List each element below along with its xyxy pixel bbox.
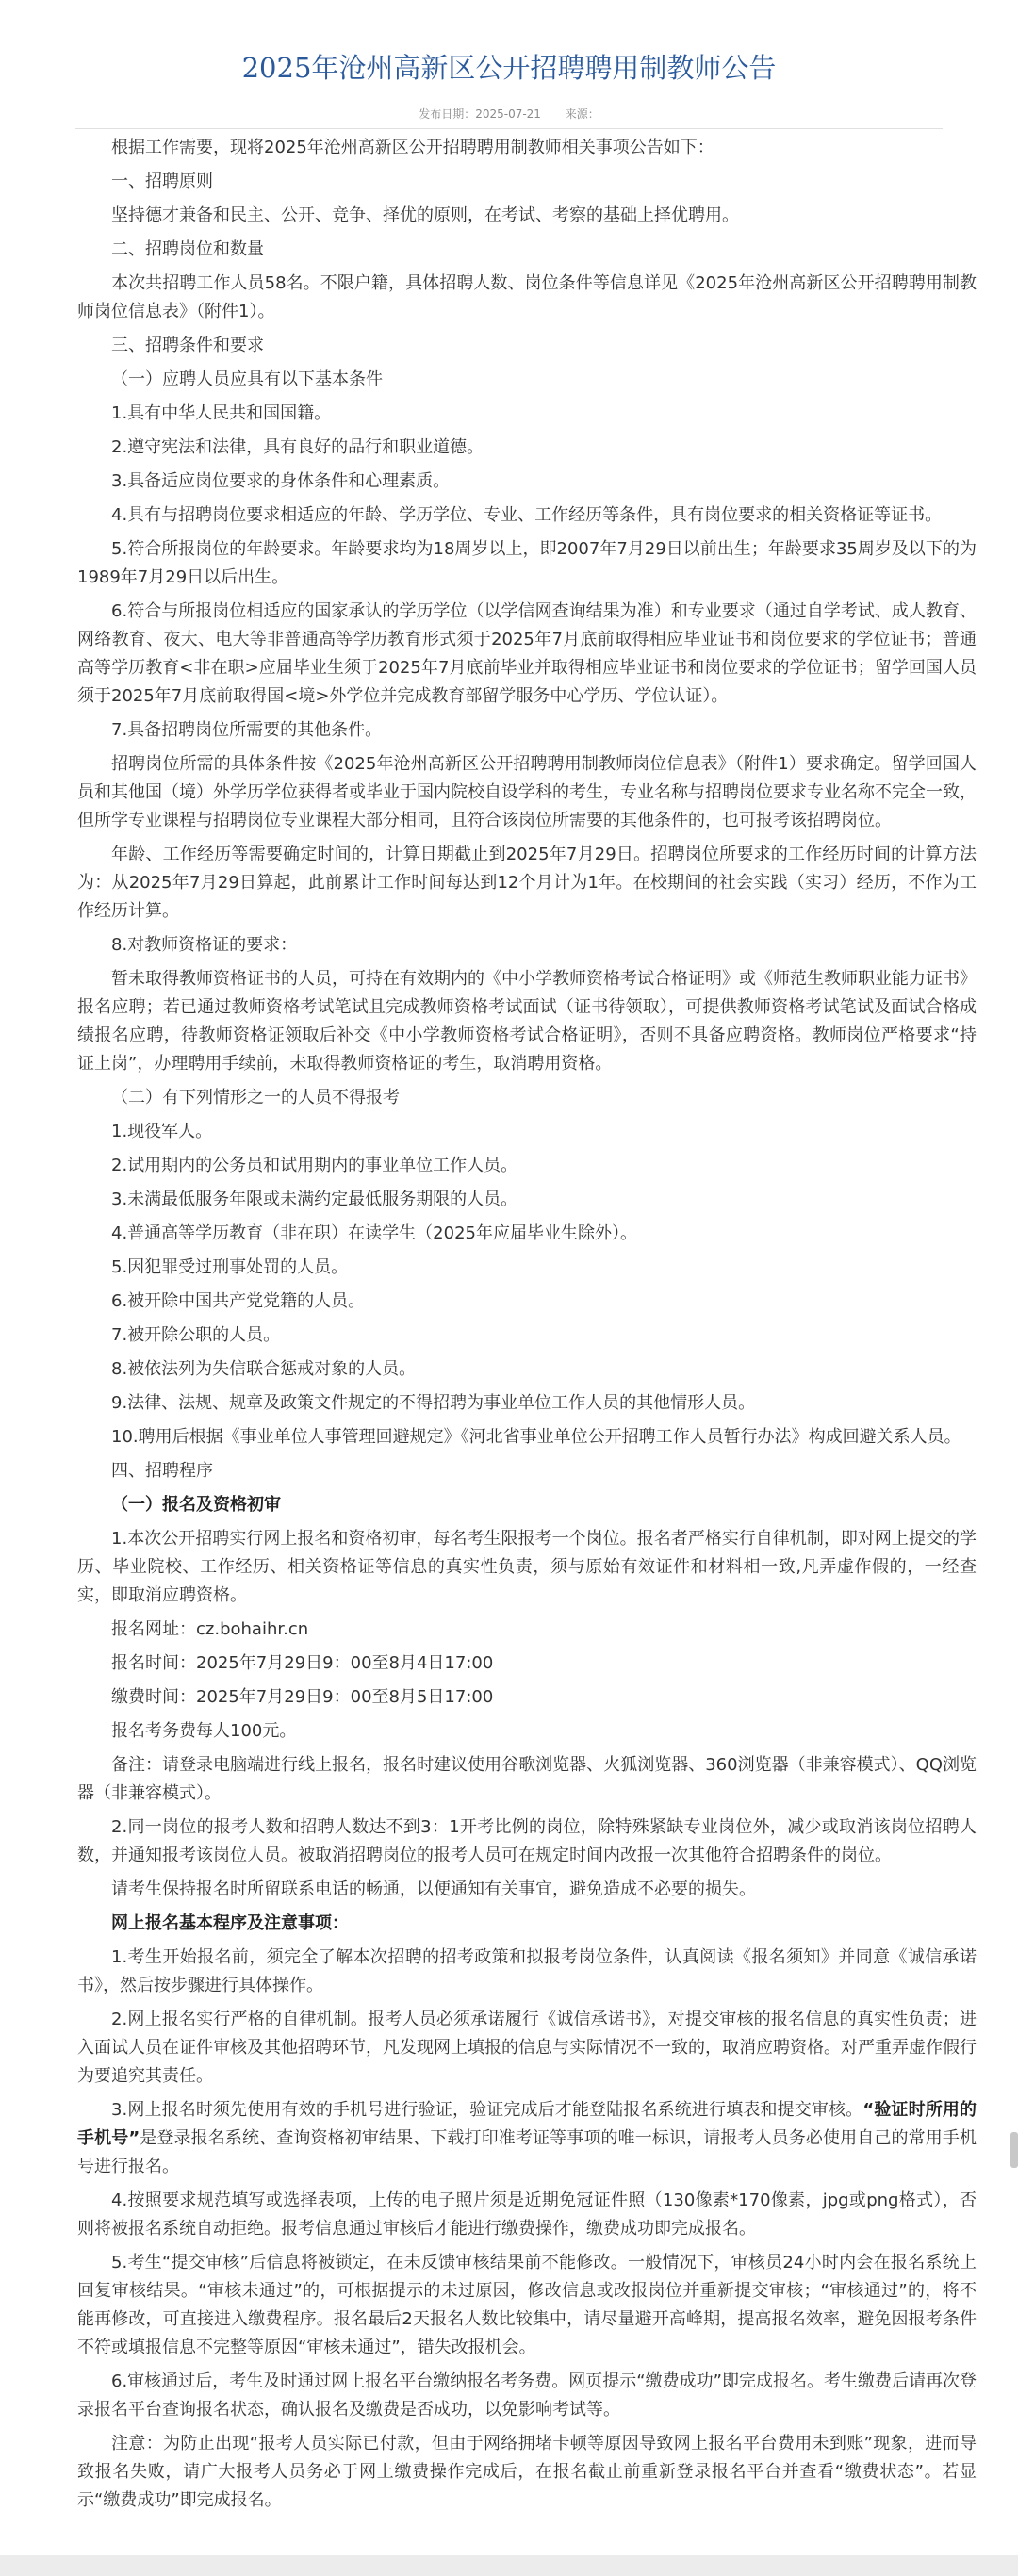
paragraph-text: 5.符合所报岗位的年龄要求。年龄要求均为18周岁以上，即2007年7月29日以前出生；年龄要求35周岁及以下的为1989年7月29日以后出生。 bbox=[77, 539, 977, 587]
paragraph-text: 4.普通高等学历教育（非在职）在读学生（2025年应届毕业生除外）。 bbox=[111, 1223, 637, 1243]
section-heading bbox=[77, 1910, 977, 1938]
scroll-indicator[interactable] bbox=[1010, 2132, 1018, 2168]
paragraph-text: 3.网上报名时须先使用有效的手机号进行验证，验证完成后才能登陆报名系统进行填表和提交审核。 bbox=[111, 2100, 863, 2120]
body-paragraph bbox=[77, 134, 977, 162]
body-paragraph bbox=[77, 1944, 977, 2000]
body-paragraph bbox=[77, 1321, 977, 1350]
paragraph-text: （一）报名及资格初审 bbox=[111, 1495, 281, 1515]
body-paragraph bbox=[77, 1288, 977, 1316]
body-paragraph bbox=[77, 332, 977, 360]
body-paragraph bbox=[77, 2430, 977, 2515]
body-paragraph bbox=[77, 535, 977, 592]
body-paragraph bbox=[77, 2187, 977, 2243]
paragraph-text: 5.考生“提交审核”后信息将被锁定，在未反馈审核结果前不能修改。一般情况下，审核员24小时内会在报名系统上回复审核结果。“审核未通过”的，可根据提示的未过原因，修改信息或改报岗位并重新提交审核；“审核通过”的，将不能再修改，可直接进入缴费程序。报名最后2天报名人数比较集中，请尽量避开高峰期，提高报名效率，避免因报考条件不符或填报信息不完整等原因“审核未通过”，错失改报机会。 bbox=[77, 2253, 977, 2357]
body-paragraph bbox=[77, 236, 977, 264]
body-paragraph bbox=[77, 598, 977, 711]
paragraph-text: 报名网址：cz.bohaihr.cn bbox=[111, 1619, 309, 1639]
body-paragraph bbox=[77, 1423, 977, 1452]
body-paragraph bbox=[77, 1152, 977, 1180]
paragraph-text: 4.按照要求规范填写或选择表项，上传的电子照片须是近期免冠证件照（130像素*170像素，jpg或png格式），否则将被报名系统自动拒绝。报考信息通过审核后才能进行缴费操作，缴费成功即完成报名。 bbox=[77, 2190, 977, 2239]
article-source: 来源： bbox=[565, 107, 599, 121]
body-paragraph bbox=[77, 750, 977, 835]
body-paragraph bbox=[77, 1389, 977, 1418]
body-paragraph bbox=[77, 400, 977, 428]
paragraph-text: 报名时间：2025年7月29日9：00至8月4日17:00 bbox=[111, 1653, 494, 1673]
body-paragraph bbox=[77, 1254, 977, 1282]
paragraph-text: 7.被开除公职的人员。 bbox=[111, 1325, 281, 1345]
body-paragraph bbox=[77, 716, 977, 745]
paragraph-text: 一、招聘原则 bbox=[111, 172, 213, 191]
paragraph-text: 年龄、工作经历等需要确定时间的，计算日期截止到2025年7月29日。招聘岗位所要求的工作经历时间的计算方法为：从2025年7月29日算起，此前累计工作时间每达到12个月计为1年。在校期间的社会实践（实习）经历，不作为工作经历计算。 bbox=[77, 845, 977, 921]
paragraph-text: 报名考务费每人100元。 bbox=[111, 1721, 297, 1741]
paragraph-text: 根据工作需要，现将2025年沧州高新区公开招聘聘用制教师相关事项公告如下： bbox=[111, 138, 714, 157]
paragraph-text: 四、招聘程序 bbox=[111, 1461, 213, 1481]
body-paragraph bbox=[77, 1525, 977, 1610]
article-body bbox=[77, 134, 977, 2520]
body-paragraph bbox=[77, 841, 977, 926]
paragraph-text: 7.具备招聘岗位所需要的其他条件。 bbox=[111, 720, 383, 740]
paragraph-text: 9.法律、法规、规章及政策文件规定的不得招聘为事业单位工作人员的其他情形人员。 bbox=[111, 1393, 756, 1413]
paragraph-text: 坚持德才兼备和民主、公开、竞争、择优的原则，在考试、考察的基础上择优聘用。 bbox=[111, 205, 739, 225]
paragraph-text: 二、招聘岗位和数量 bbox=[111, 239, 264, 259]
footer-band bbox=[0, 2555, 1018, 2576]
paragraph-text: 网上报名基本程序及注意事项： bbox=[111, 1913, 349, 1933]
paragraph-text: 1.现役军人。 bbox=[111, 1122, 213, 1141]
paragraph-text: 4.具有与招聘岗位要求相适应的年龄、学历学位、专业、工作经历等条件，具有岗位要求的相关资格证等证书。 bbox=[111, 505, 943, 525]
paragraph-text: 5.因犯罪受过刑事处罚的人员。 bbox=[111, 1257, 349, 1277]
body-paragraph bbox=[77, 270, 977, 326]
paragraph-text: 2.网上报名实行严格的自律机制。报考人员必须承诺履行《诚信承诺书》，对提交审核的报名信息的真实性负责；进入面试人员在证件审核及其他招聘环节，凡发现网上填报的信息与实际情况不一致的，取消应聘资格。对严重弄虚作假行为要追究其责任。 bbox=[77, 2010, 977, 2086]
paragraph-text: 10.聘用后根据《事业单位人事管理回避规定》《河北省事业单位公开招聘工作人员暂行办法》构成回避关系人员。 bbox=[111, 1427, 961, 1447]
paragraph-text: （二）有下列情形之一的人员不得报考 bbox=[111, 1088, 400, 1108]
paragraph-text: 8.对教师资格证的要求： bbox=[111, 935, 298, 955]
body-paragraph bbox=[77, 965, 977, 1078]
paragraph-text: 2.同一岗位的报考人数和招聘人数达不到3：1开考比例的岗位，除特殊紧缺专业岗位外，减少或取消该岗位招聘人数，并通知报考该岗位人员。被取消招聘岗位的报考人员可在规定时间内改报一次其他符合招聘条件的岗位。 bbox=[77, 1817, 977, 1865]
paragraph-text: 2.遵守宪法和法律，具有良好的品行和职业道德。 bbox=[111, 437, 484, 457]
body-paragraph bbox=[77, 1355, 977, 1384]
paragraph-text: 备注：请登录电脑端进行线上报名，报名时建议使用谷歌浏览器、火狐浏览器、360浏览器（非兼容模式）、QQ浏览器（非兼容模式）。 bbox=[77, 1755, 977, 1803]
paragraph-text: （一）应聘人员应具有以下基本条件 bbox=[111, 369, 383, 389]
body-paragraph bbox=[77, 1186, 977, 1214]
paragraph-text: 6.审核通过后，考生及时通过网上报名平台缴纳报名考务费。网页提示“缴费成功”即完成报名。考生缴费后请再次登录报名平台查询报名状态，确认报名及缴费是否成功，以免影响考试等。 bbox=[77, 2371, 977, 2420]
body-paragraph bbox=[77, 2006, 977, 2091]
body-paragraph bbox=[77, 1751, 977, 1808]
body-paragraph bbox=[77, 1457, 977, 1485]
paragraph-text: 三、招聘条件和要求 bbox=[111, 336, 264, 355]
body-paragraph bbox=[77, 2249, 977, 2362]
body-paragraph bbox=[77, 434, 977, 462]
body-paragraph bbox=[77, 1220, 977, 1248]
highlighted-phrase: “验证时所用的手机号” bbox=[77, 2100, 977, 2148]
paragraph-text: 2.试用期内的公务员和试用期内的事业单位工作人员。 bbox=[111, 1156, 518, 1175]
body-paragraph bbox=[77, 1649, 977, 1678]
paragraph-text: 请考生保持报名时所留联系电话的畅通，以便通知有关事宜，避免造成不必要的损失。 bbox=[111, 1879, 756, 1899]
body-paragraph bbox=[77, 1616, 977, 1644]
body-paragraph bbox=[77, 1717, 977, 1746]
paragraph-text: 暂未取得教师资格证书的人员，可持在有效期内的《中小学教师资格考试合格证明》或《师范生教师职业能力证书》报名应聘；若已通过教师资格考试笔试且完成教师资格考试面试（证书待领取），可提供教师资格考试笔试及面试合格成绩报名应聘，待教师资格证领取后补交《中小学教师资格考试合格证明》，否则不具备应聘资格。教师岗位严格要求“持证上岗”，办理聘用手续前，未取得教师资格证的考生，取消聘用资格。 bbox=[77, 969, 977, 1074]
body-paragraph bbox=[77, 501, 977, 530]
title-divider bbox=[75, 128, 943, 129]
body-paragraph bbox=[77, 2096, 977, 2181]
paragraph-text: 3.未满最低服务年限或未满约定最低服务期限的人员。 bbox=[111, 1190, 518, 1209]
paragraph-text: 8.被依法列为失信联合惩戒对象的人员。 bbox=[111, 1359, 417, 1379]
body-paragraph bbox=[77, 468, 977, 496]
body-paragraph bbox=[77, 202, 977, 230]
paragraph-text: 缴费时间：2025年7月29日9：00至8月5日17:00 bbox=[111, 1687, 494, 1707]
body-paragraph bbox=[77, 931, 977, 960]
paragraph-text: 3.具备适应岗位要求的身体条件和心理素质。 bbox=[111, 471, 451, 491]
body-paragraph bbox=[77, 1118, 977, 1146]
article-meta bbox=[0, 106, 1018, 123]
paragraph-tail: 是登录报名系统、查询资格初审结果、下载打印准考证等事项的唯一标识，请报考人员务必使用自己的常用手机号进行报名。 bbox=[77, 2128, 977, 2176]
paragraph-text: 6.被开除中国共产党党籍的人员。 bbox=[111, 1291, 366, 1311]
publish-date: 发布日期：2025-07-21 bbox=[419, 107, 541, 121]
body-paragraph bbox=[77, 1084, 977, 1112]
paragraph-text: 本次共招聘工作人员58名。不限户籍，具体招聘人数、岗位条件等信息详见《2025年沧州高新区公开招聘聘用制教师岗位信息表》（附件1）。 bbox=[77, 273, 977, 321]
body-paragraph bbox=[77, 1813, 977, 1870]
body-paragraph bbox=[77, 1876, 977, 1904]
paragraph-text: 6.符合与所报岗位相适应的国家承认的学历学位（以学信网查询结果为准）和专业要求（通过自学考试、成人教育、网络教育、夜大、电大等非普通高等学历教育形式须于2025年7月底前取得相应毕业证书和岗位要求的学位证书；普通高等学历教育<非在职>应届毕业生须于2025年7月底前毕业并取得相应毕业证书和岗位要求的学位证书；留学回国人员须于2025年7月底前取得国<境>外学位并完成教育部留学服务中心学历、学位认证）。 bbox=[77, 601, 977, 706]
body-paragraph bbox=[77, 168, 977, 196]
paragraph-text: 1.考生开始报名前，须完全了解本次招聘的招考政策和拟报考岗位条件，认真阅读《报名须知》并同意《诚信承诺书》，然后按步骤进行具体操作。 bbox=[77, 1947, 977, 1995]
paragraph-text: 1.具有中华人民共和国国籍。 bbox=[111, 403, 332, 423]
section-heading bbox=[77, 1491, 977, 1519]
paragraph-text: 注意：为防止出现“报考人员实际已付款，但由于网络拥堵卡顿等原因导致网上报名平台费用未到账”现象，进而导致报名失败，请广大报考人员务必于网上缴费操作完成后，在报名截止前重新登录报名平台并查看“缴费状态”。若显示“缴费成功”即完成报名。 bbox=[77, 2434, 977, 2510]
paragraph-text: 1.本次公开招聘实行网上报名和资格初审，每名考生限报考一个岗位。报名者严格实行自律机制，即对网上提交的学历、毕业院校、工作经历、相关资格证等信息的真实性负责，须与原始有效证件和材料相一致,凡弄虚作假的，一经查实，即取消应聘资格。 bbox=[77, 1529, 977, 1605]
article-title: 2025年沧州高新区公开招聘聘用制教师公告 bbox=[241, 52, 777, 84]
body-paragraph bbox=[77, 366, 977, 394]
body-paragraph bbox=[77, 1683, 977, 1712]
body-paragraph bbox=[77, 2368, 977, 2424]
paragraph-text: 招聘岗位所需的具体条件按《2025年沧州高新区公开招聘聘用制教师岗位信息表》（附件1）要求确定。留学回国人员和其他国（境）外学历学位获得者或毕业于国内院校自设学科的考生，专业名称与招聘岗位要求专业名称不完全一致，但所学专业课程与招聘岗位专业课程大部分相同，且符合该岗位所需要的其他条件的，也可报考该招聘岗位。 bbox=[77, 754, 977, 830]
